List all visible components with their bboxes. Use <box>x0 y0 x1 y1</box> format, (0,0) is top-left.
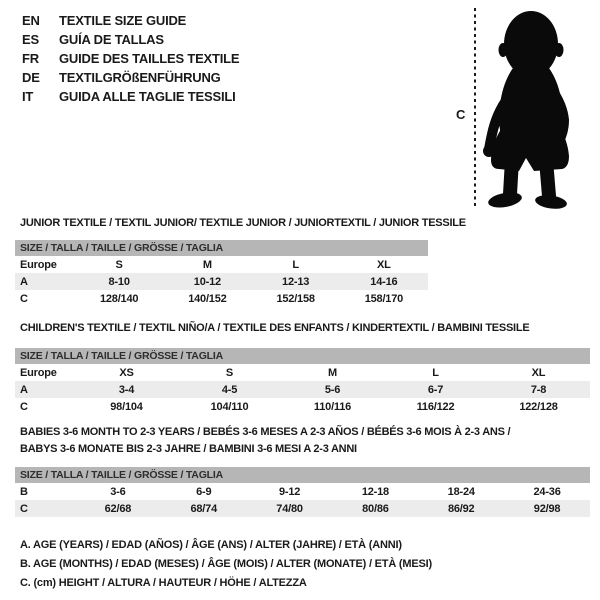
size-value-cell: 122/128 <box>519 400 558 413</box>
size-value-cell: 12-18 <box>361 485 389 498</box>
language-code: FR <box>22 51 39 66</box>
row-label-cell: B <box>20 485 28 498</box>
language-code: ES <box>22 32 39 47</box>
height-dashed-line <box>474 8 476 206</box>
children-size-table <box>15 364 590 415</box>
size-header-bar: SIZE / TALLA / TAILLE / GRÖSSE / TAGLIA <box>15 467 590 483</box>
language-row <box>22 11 239 30</box>
legend-line-b: B. AGE (MONTHS) / EDAD (MESES) / ÂGE (MOIS) / ALTER (MONATE) / ETÀ (MESI) <box>20 558 432 570</box>
size-value-cell: 3-6 <box>110 485 126 498</box>
size-value-cell: 74/80 <box>276 502 303 515</box>
size-header-bar: SIZE / TALLA / TAILLE / GRÖSSE / TAGLIA <box>15 348 590 364</box>
size-value-cell: 7-8 <box>530 383 547 396</box>
children-table-section <box>15 348 590 415</box>
size-value-cell: 140/152 <box>188 292 227 305</box>
size-value-cell: S <box>115 258 123 271</box>
language-title: TEXTILE SIZE GUIDE <box>59 13 187 28</box>
legend-line-a: A. AGE (YEARS) / EDAD (AÑOS) / ÂGE (ANS) / ALTER (JAHRE) / ETÀ (ANNI) <box>20 539 402 551</box>
table-row <box>15 381 590 398</box>
size-value-cell: 9-12 <box>278 485 301 498</box>
babies-table-section <box>15 467 590 517</box>
size-value-cell: 116/122 <box>416 400 455 413</box>
size-value-cell: 98/104 <box>110 400 143 413</box>
size-value-cell: 62/68 <box>104 502 132 515</box>
size-value-cell: 110/116 <box>313 400 352 413</box>
size-value-cell: 3-4 <box>118 383 135 396</box>
legend-line-c: C. (cm) HEIGHT / ALTURA / HAUTEUR / HÖHE / ALTEZZA <box>20 577 307 589</box>
table-row <box>15 398 590 415</box>
size-value-cell: 6-9 <box>196 485 212 498</box>
language-code: IT <box>22 89 34 104</box>
language-code: EN <box>22 13 40 28</box>
row-label-cell: Europe <box>20 258 57 271</box>
size-value-cell: 152/158 <box>276 292 315 305</box>
table-row <box>15 483 590 500</box>
table-row <box>15 256 428 273</box>
size-value-cell: 5-6 <box>324 383 341 396</box>
size-value-cell: L <box>432 366 439 379</box>
size-header-bar: SIZE / TALLA / TAILLE / GRÖSSE / TAGLIA <box>15 240 428 256</box>
row-label-cell: C <box>20 400 28 413</box>
size-value-cell: 6-7 <box>427 383 444 396</box>
table-row <box>15 273 428 290</box>
junior-table-section <box>15 240 428 307</box>
size-value-cell: M <box>202 258 212 271</box>
language-title: GUIDE DES TAILLES TEXTILE <box>59 51 240 66</box>
legend <box>20 536 432 593</box>
row-label-cell: A <box>20 275 28 288</box>
row-label-cell: Europe <box>20 366 57 379</box>
height-label-c: C <box>456 107 466 122</box>
babies-table-title-line1: BABIES 3-6 MONTH TO 2-3 YEARS / BEBÉS 3-6 MESES A 2-3 AÑOS / BÉBÉS 3-6 MOIS À 2-3 ANS / <box>20 426 511 438</box>
language-row <box>22 68 239 87</box>
size-value-cell: XL <box>531 366 546 379</box>
size-value-cell: 92/98 <box>533 502 561 515</box>
size-value-cell: 8-10 <box>108 275 130 288</box>
language-row <box>22 87 239 106</box>
language-title: TEXTILGRÖßENFÜHRUNG <box>59 70 221 85</box>
language-header <box>22 11 239 106</box>
children-table-title: CHILDREN'S TEXTILE / TEXTIL NIÑO/A / TEXTILE DES ENFANTS / KINDERTEXTIL / BAMBINI TESSILE <box>20 322 530 334</box>
size-value-cell: M <box>328 366 337 379</box>
size-value-cell: 158/170 <box>364 292 404 305</box>
language-code: DE <box>22 70 40 85</box>
size-value-cell: 68/74 <box>190 502 217 515</box>
language-title: GUIDA ALLE TAGLIE TESSILI <box>59 89 236 104</box>
size-value-cell: 4-5 <box>221 383 238 396</box>
size-value-cell: 80/86 <box>362 502 389 515</box>
size-value-cell: 128/140 <box>99 292 139 305</box>
babies-size-table <box>15 483 590 517</box>
size-value-cell: 10-12 <box>193 275 221 288</box>
row-label-cell: C <box>20 502 28 515</box>
junior-size-table <box>15 256 428 307</box>
language-row <box>22 30 239 49</box>
size-value-cell: L <box>292 258 299 271</box>
size-value-cell: 86/92 <box>447 502 475 515</box>
baby-silhouette-icon <box>479 8 594 210</box>
size-value-cell: 12-13 <box>282 275 310 288</box>
size-value-cell: XL <box>377 258 391 271</box>
size-value-cell: 18-24 <box>447 485 475 498</box>
size-value-cell: 24-36 <box>533 485 561 498</box>
size-value-cell: XS <box>119 366 134 379</box>
size-value-cell: S <box>225 366 234 379</box>
junior-table-title: JUNIOR TEXTILE / TEXTIL JUNIOR/ TEXTILE JUNIOR / JUNIORTEXTIL / JUNIOR TESSILE <box>20 217 466 229</box>
table-row <box>15 500 590 517</box>
language-row <box>22 49 239 68</box>
size-value-cell: 104/110 <box>210 400 249 413</box>
row-label-cell: C <box>20 292 28 305</box>
babies-table-title-line2: BABYS 3-6 MONATE BIS 2-3 JAHRE / BAMBINI 3-6 MESI A 2-3 ANNI <box>20 443 357 455</box>
language-title: GUÍA DE TALLAS <box>59 32 164 47</box>
row-label-cell: A <box>20 383 28 396</box>
table-row <box>15 364 590 381</box>
table-row <box>15 290 428 307</box>
size-value-cell: 14-16 <box>370 275 398 288</box>
